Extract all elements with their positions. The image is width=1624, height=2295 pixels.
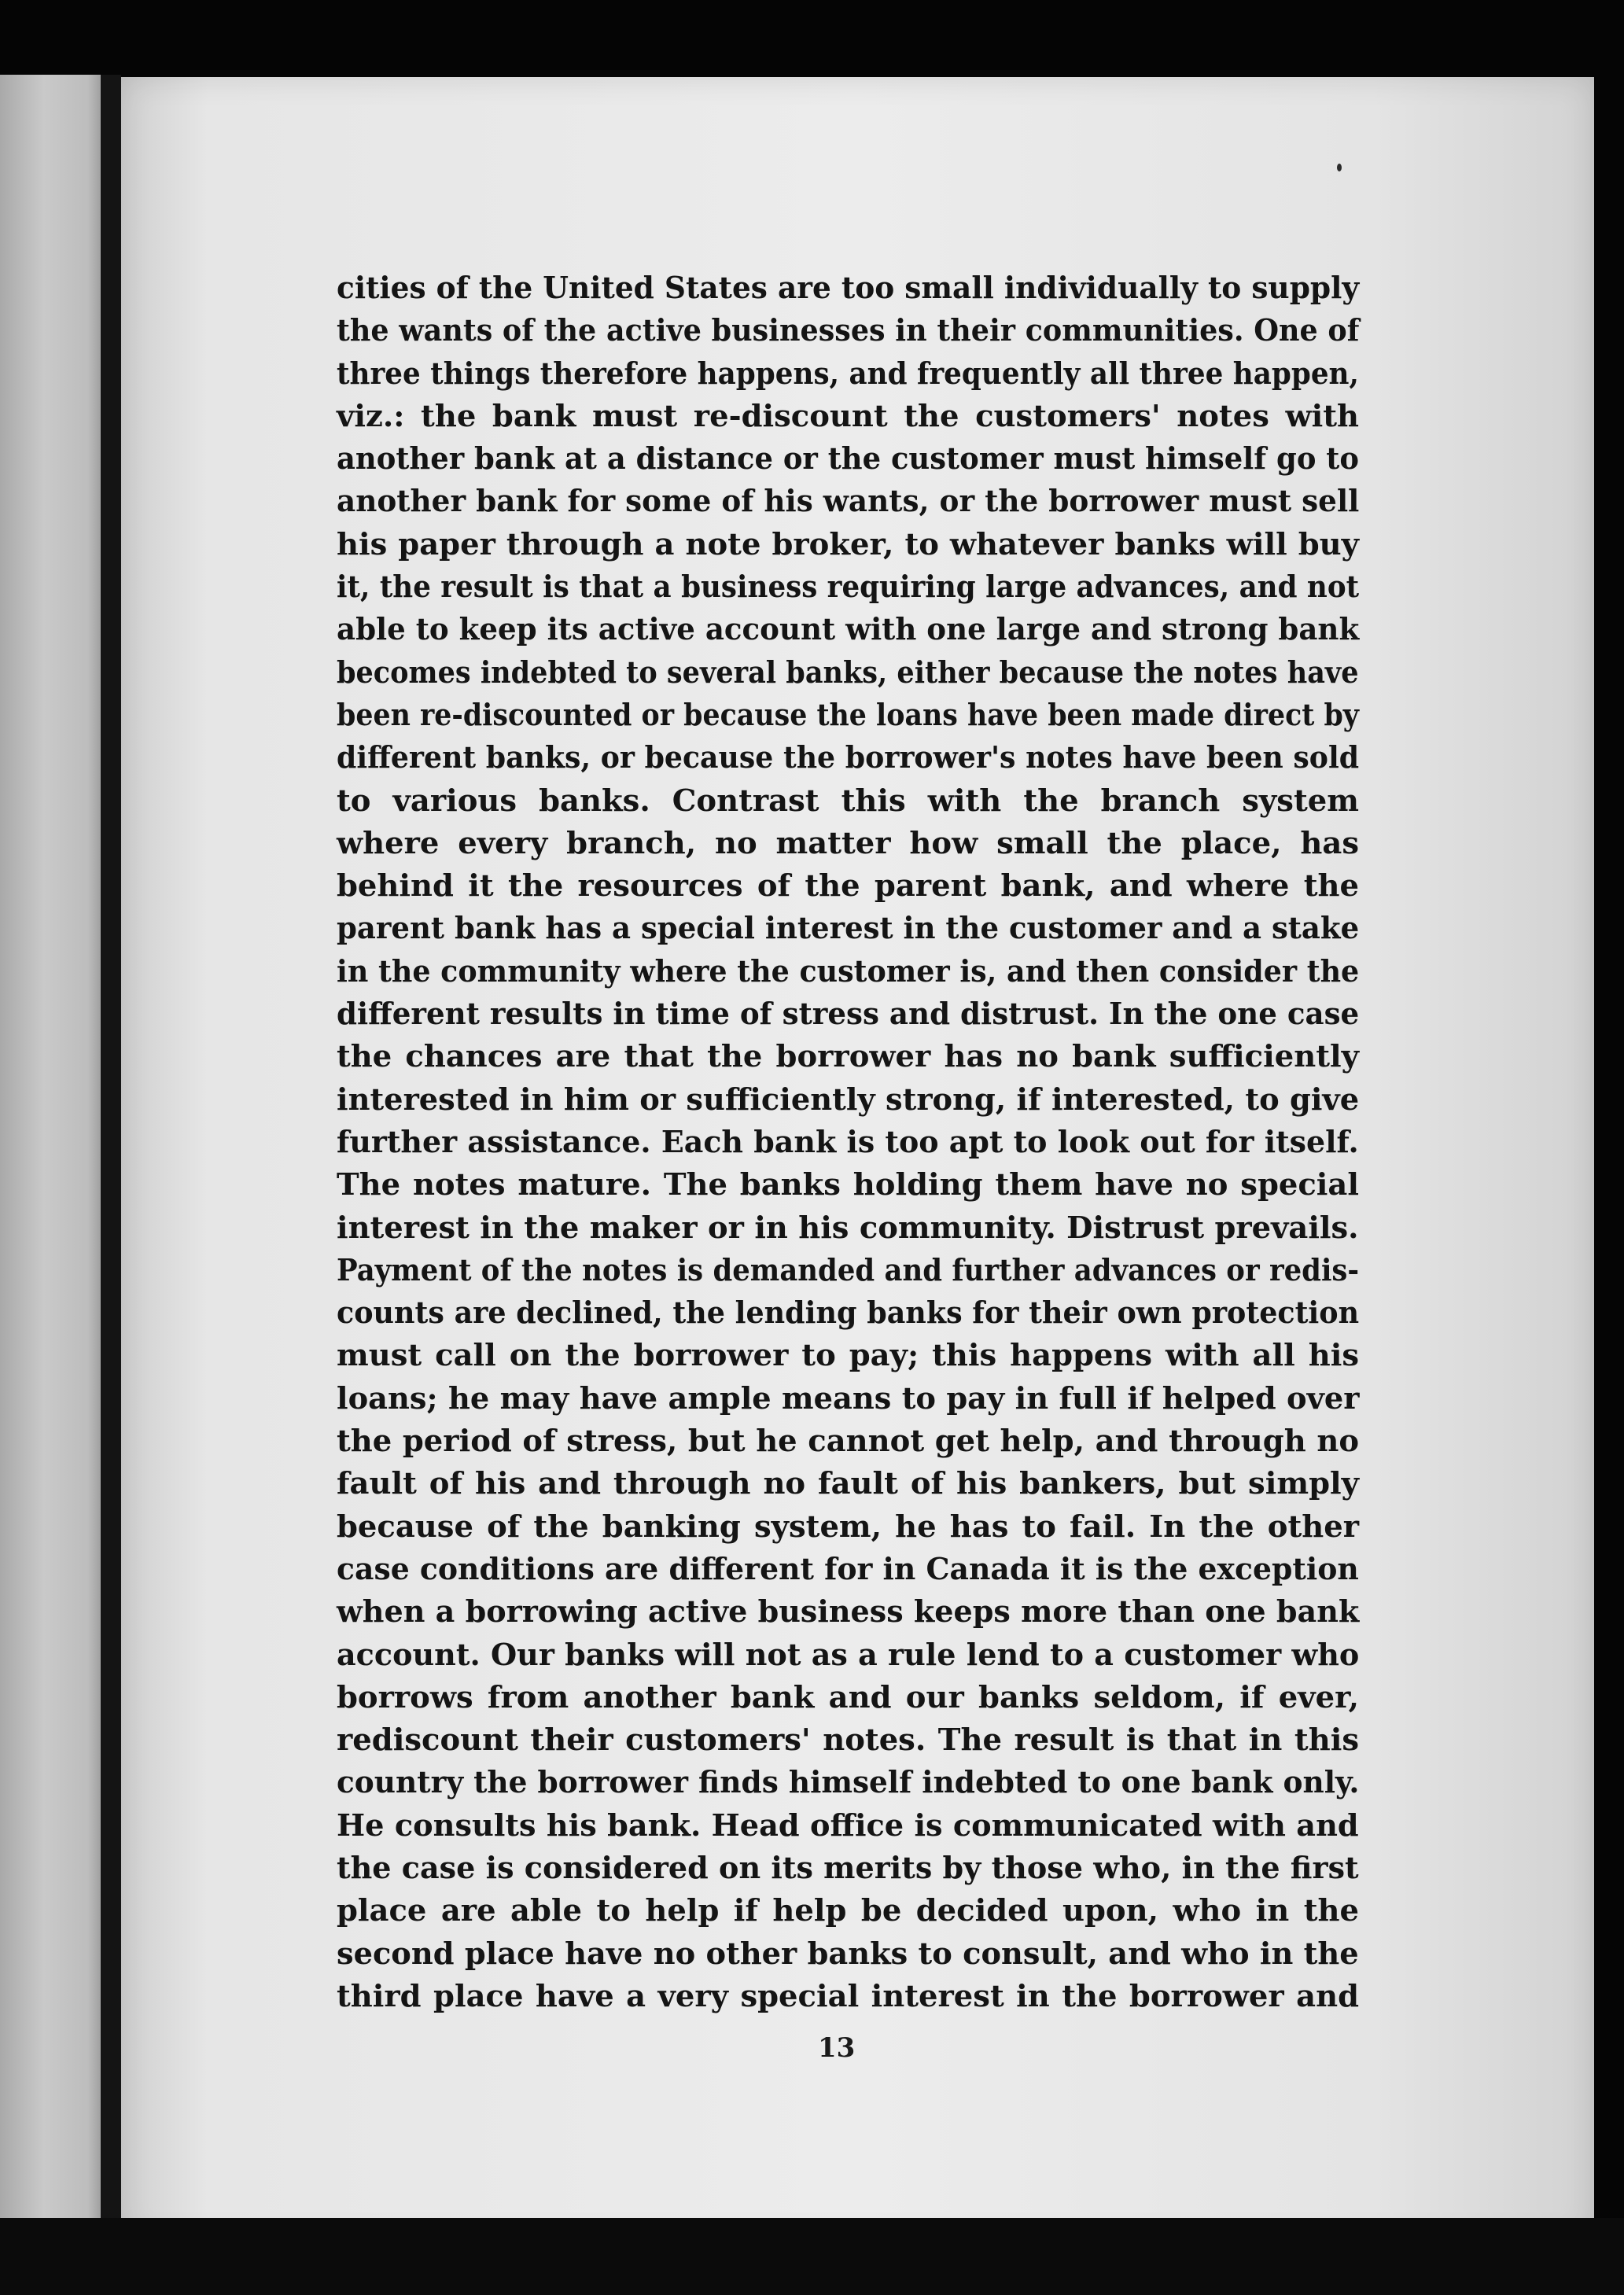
text-line: account. Our banks will not as a rule lend to a customer who (337, 1637, 1360, 1673)
text-line: behind it the resources of the parent bank, and where the (337, 868, 1359, 904)
text-line: third place have a very special interest in the borrower and (337, 1978, 1359, 2014)
text-line: in the community where the customer is, and then consider the (337, 953, 1360, 989)
text-line: the period of stress, but he cannot get help, and through no (337, 1424, 1359, 1460)
text-line: borrows from another bank and our banks seldom, if ever, (337, 1679, 1359, 1715)
text-line: interested in him or sufficiently strong, if interested, to give (337, 1081, 1360, 1118)
text-line: fault of his and through no fault of his bankers, but simply (337, 1466, 1359, 1502)
text-line: another bank at a distance or the customer must himself go to (337, 441, 1359, 477)
text-line: loans; he may have ample means to pay in full if helped over (337, 1380, 1360, 1416)
text-line: case conditions are different for in Canada it is the exception (337, 1551, 1359, 1587)
page-number: 13 (818, 2032, 856, 2064)
text-line: The notes mature. The banks holding them have no special (337, 1167, 1359, 1203)
dust-speck (1337, 164, 1342, 171)
text-line: country the borrower finds himself indebted to one bank only. (337, 1765, 1360, 1801)
text-line: cities of the United States are too small individually to supply (337, 271, 1360, 306)
text-line: another bank for some of his wants, or the borrower must sell (337, 484, 1360, 520)
text-line: because of the banking system, he has to fail. In the other (337, 1509, 1359, 1545)
text-line: where every branch, no matter how small the place, has (337, 825, 1359, 861)
text-line: rediscount their customers' notes. The result is that in this (337, 1722, 1359, 1759)
text-line: been re-discounted or because the loans have been made direct by (337, 697, 1359, 733)
text-line: Payment of the notes is demanded and further advances or redis- (337, 1252, 1360, 1288)
text-line: second place have no other banks to consult, and who in the (337, 1936, 1359, 1972)
text-line: becomes indebted to several banks, either because the notes have (337, 654, 1359, 691)
text-line: place are able to help if help be decided upon, who in the (337, 1893, 1359, 1929)
text-line: interest in the maker or in his community. Distrust prevails. (337, 1210, 1359, 1246)
text-line: it, the result is that a business requiring large advances, and not (337, 569, 1360, 606)
text-line: the chances are that the borrower has no bank sufficiently (337, 1039, 1359, 1075)
text-line: different banks, or because the borrower's notes have been sold (337, 740, 1360, 776)
text-line: to various banks. Contrast this with the branch system (337, 783, 1359, 819)
text-line: further assistance. Each bank is too apt to look out for itself. (337, 1124, 1359, 1160)
body-text (337, 267, 1359, 2018)
text-line: different results in time of stress and distrust. In the one case (337, 996, 1360, 1033)
text-line: must call on the borrower to pay; this happens with all his (337, 1338, 1359, 1374)
text-line: the wants of the active businesses in their communities. One of (337, 313, 1360, 349)
book-gutter (101, 75, 121, 2253)
text-line: when a borrowing active business keeps more than one bank (337, 1594, 1360, 1630)
text-line: viz.: the bank must re-discount the customers' notes with (337, 398, 1359, 434)
text-line: parent bank has a special interest in the customer and a stake (337, 911, 1360, 947)
text-line: three things therefore happens, and frequently all three happen, (337, 355, 1359, 392)
text-line: able to keep its active account with one large and strong bank (337, 612, 1360, 648)
text-line: counts are declined, the lending banks for their own protection (337, 1295, 1360, 1332)
text-line: his paper through a note broker, to whatever banks will buy (337, 526, 1359, 562)
facing-page-edge (0, 75, 110, 2245)
text-line: the case is considered on its merits by those who, in the first (337, 1850, 1359, 1886)
scan-border (0, 2218, 1624, 2295)
text-line: He consults his bank. Head office is communicated with and (337, 1807, 1359, 1844)
